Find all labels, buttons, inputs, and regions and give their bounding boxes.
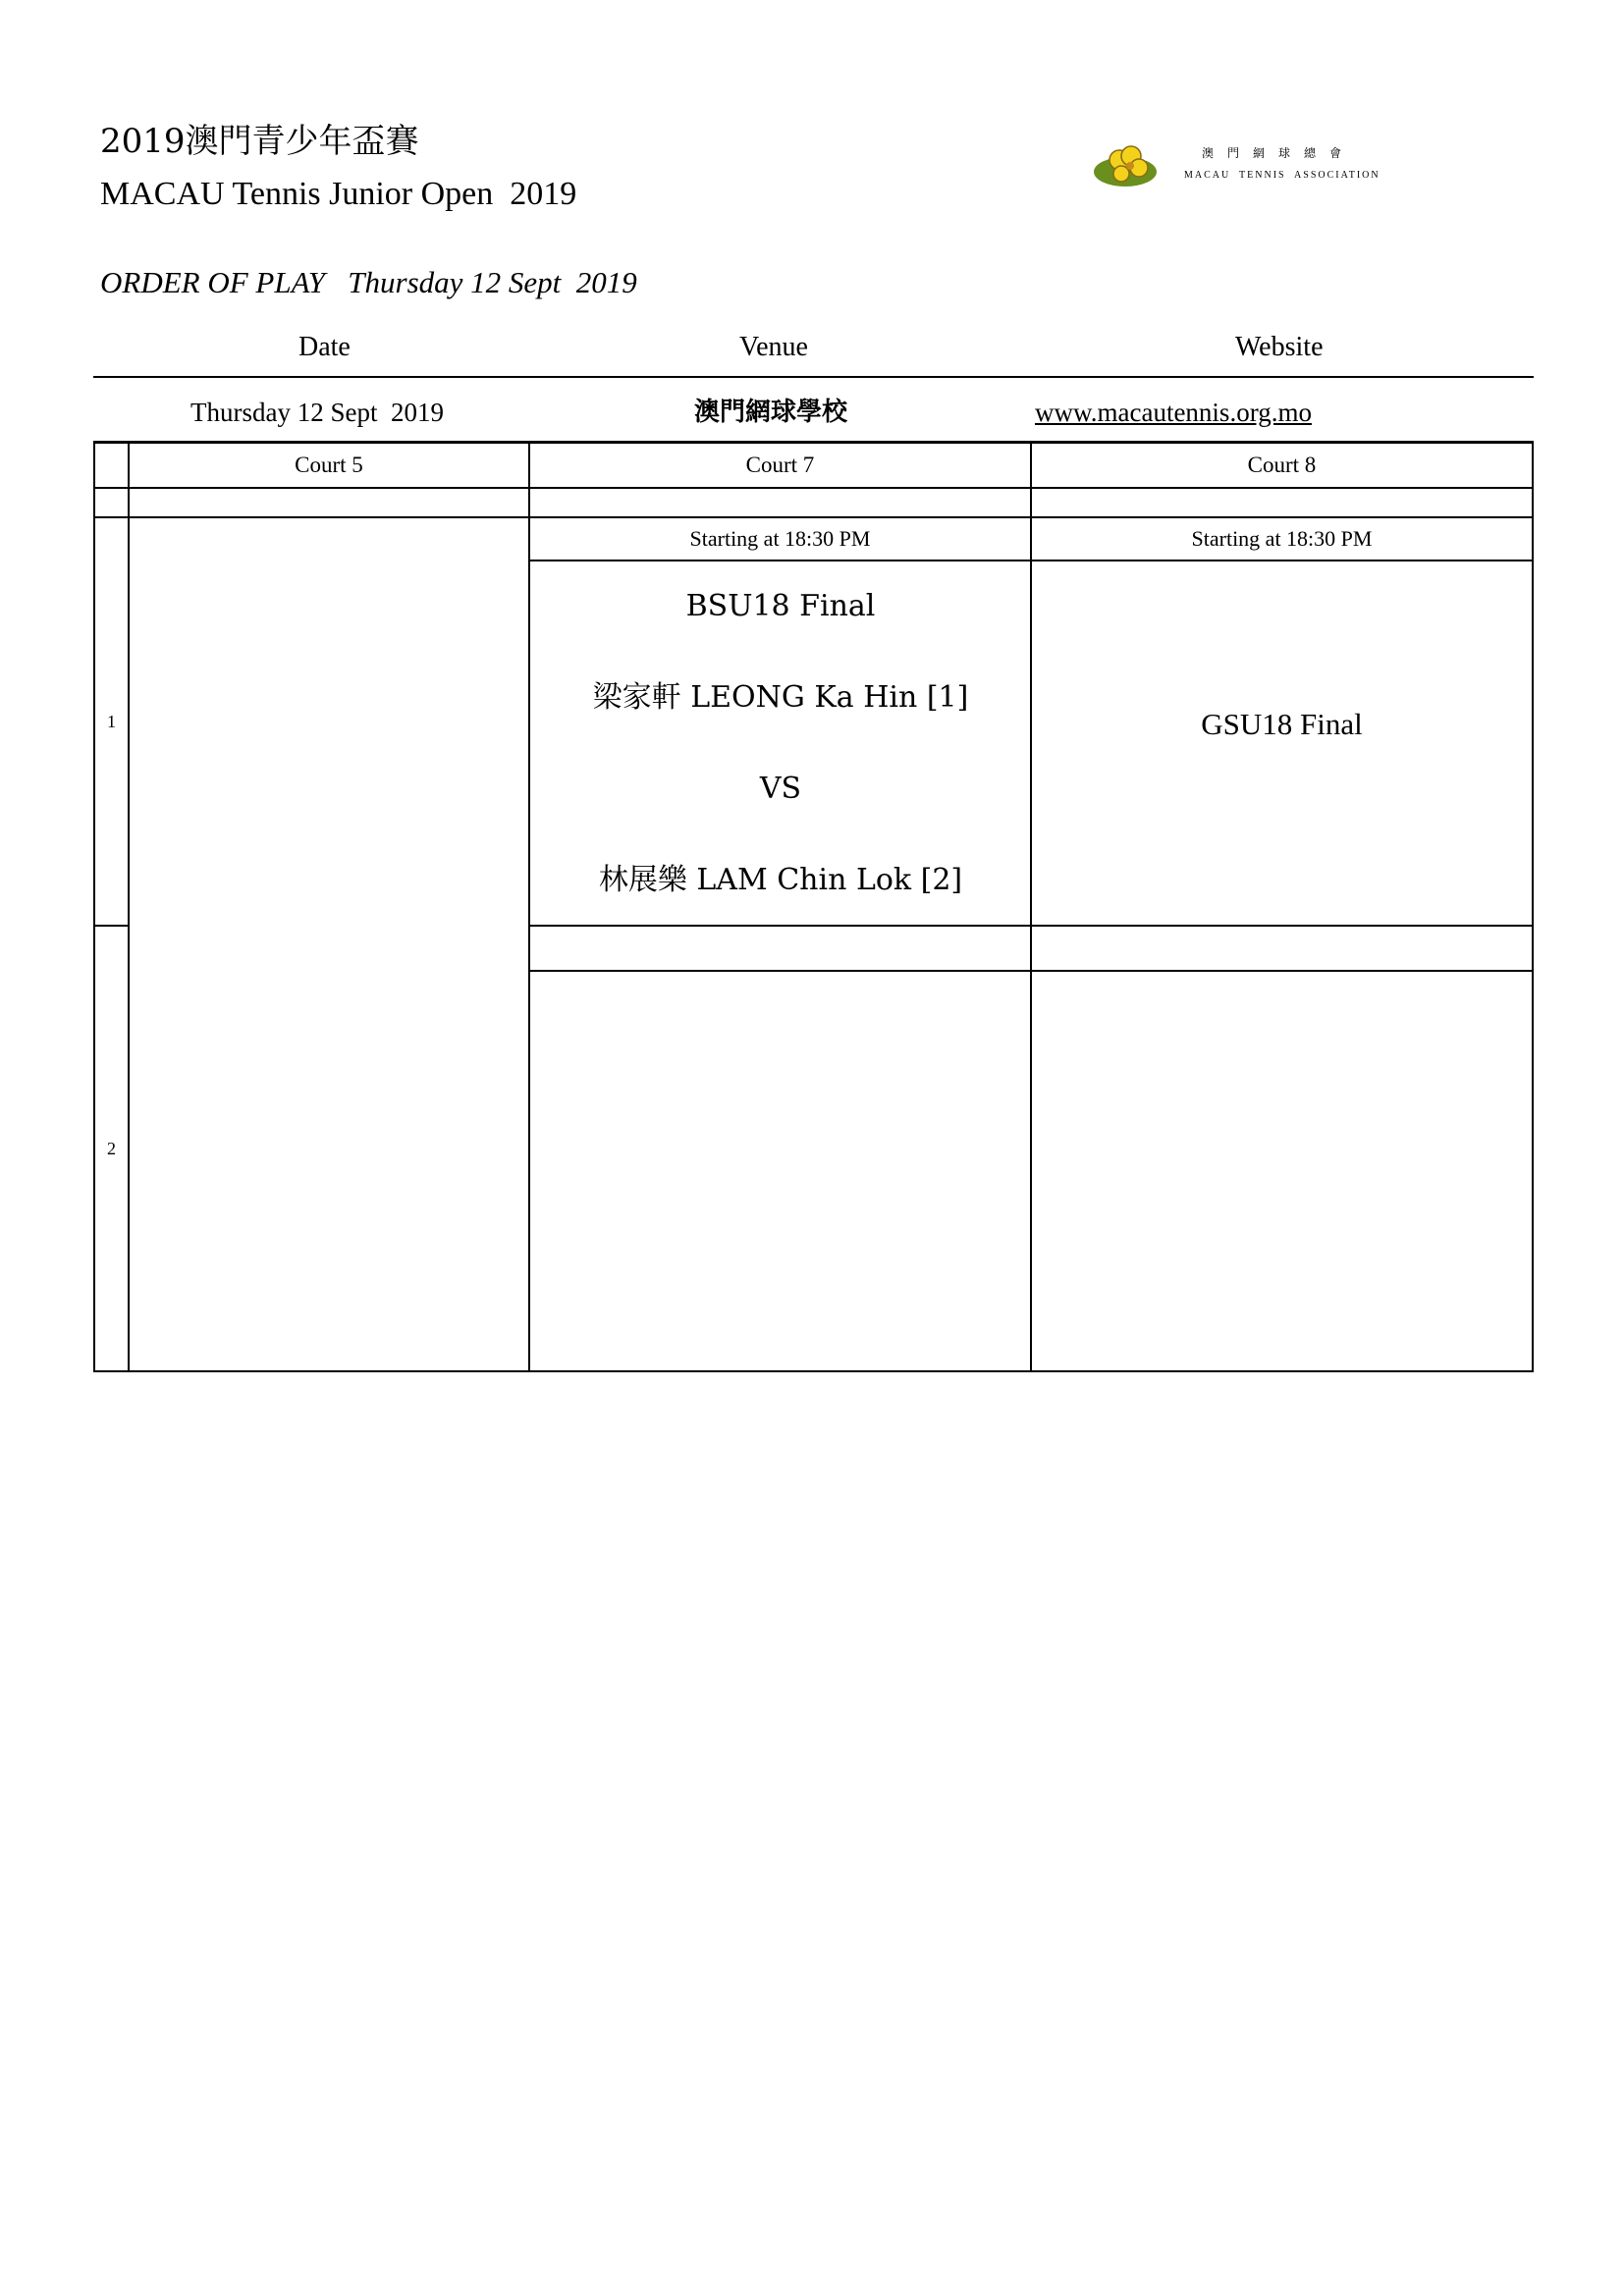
venue-value: 澳門網球學校 [694, 398, 848, 427]
court-8-start-time: Starting at 18:30 PM [1191, 526, 1373, 551]
venue-header: Venue [739, 332, 808, 362]
court-7-event: BSU18 Final [685, 589, 876, 623]
court-5-header: Court 5 [295, 453, 363, 477]
association-name-english: MACAU TENNIS ASSOCIATION [1184, 170, 1380, 181]
header-divider [93, 376, 1534, 378]
association-logo [1092, 142, 1416, 191]
order-of-play-subtitle: ORDER OF PLAY Thursday 12 Sept 2019 [100, 265, 637, 299]
court-7-start-time: Starting at 18:30 PM [689, 526, 871, 551]
date-header: Date [298, 332, 351, 362]
tournament-title-english: MACAU Tennis Junior Open 2019 [100, 176, 577, 212]
date-value: Thursday 12 Sept 2019 [190, 398, 444, 427]
court-8-header: Court 8 [1247, 453, 1317, 477]
court-7-player-2: 林展樂 LAM Chin Lok [2] [598, 863, 963, 897]
row-number-2: 2 [107, 1138, 116, 1158]
tournament-title-chinese: 2019澳門青少年盃賽 [100, 122, 419, 161]
court-8-event: GSU18 Final [1201, 707, 1363, 741]
website-header: Website [1235, 332, 1324, 362]
row-number-1: 1 [107, 711, 116, 731]
association-name-chinese: 澳門網球總會 [1202, 146, 1356, 160]
court-7-vs: VS [759, 772, 802, 806]
website-link[interactable]: www.macautennis.org.mo [1035, 398, 1312, 427]
court-7-header: Court 7 [745, 453, 815, 477]
tennis-ball-flower-icon [1092, 142, 1170, 191]
court-7-player-1: 梁家軒 LEONG Ka Hin [1] [592, 680, 969, 715]
